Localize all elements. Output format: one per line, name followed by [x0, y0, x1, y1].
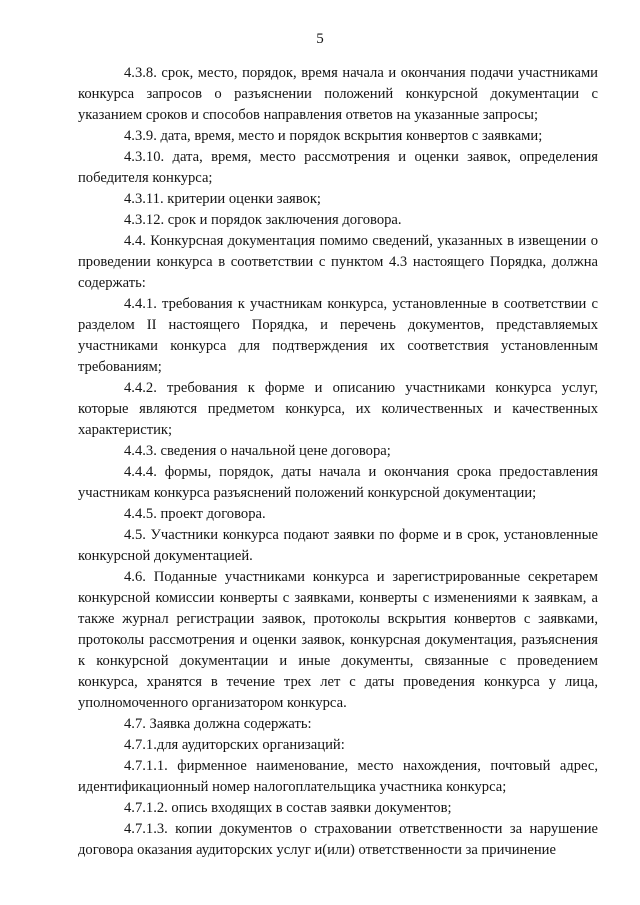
clause-4-7-1-1: 4.7.1.1. фирменное наименование, место нахождения, почтовый адрес, идентификационный номер налогоплательщика участника конкурса;: [78, 758, 598, 795]
clause-4-4-4: 4.4.4. формы, порядок, даты начала и окончания срока предоставления участникам конкурса разъяснений положений конкурсной документации;: [78, 464, 598, 501]
clause-4-7-1: 4.7.1.для аудиторских организаций:: [124, 737, 345, 753]
clause-4-3-8: 4.3.8. срок, место, порядок, время начала и окончания подачи участниками конкурса запросов о разъяснении положений конкурсной документации с указанием сроков и способов направления ответов на указанные запросы;: [78, 65, 598, 123]
clause-4-6: 4.6. Поданные участниками конкурса и зарегистрированные секретарем конкурсной комиссии конверты с заявками, конверты с изменениями к заявкам, а также журнал регистрации заявок, протоколы вскрытия конвертов с заявками, протоколы рассмотрения и оценки заявок, конкурсная документация, разъяснения к конкурсной документации и иные документы, связанные с проведением конкурса, хранятся в течение трех лет с даты проведения конкурса у лица, уполномоченного организатором конкурса.: [78, 569, 598, 711]
clause-4-7: 4.7. Заявка должна содержать:: [124, 716, 312, 732]
clause-4-4-5: 4.4.5. проект договора.: [124, 506, 266, 522]
clause-4-3-9: 4.3.9. дата, время, место и порядок вскрытия конвертов с заявками;: [124, 128, 543, 144]
clause-4-4: 4.4. Конкурсная документация помимо сведений, указанных в извещении о проведении конкурса в соответствии с пунктом 4.3 настоящего Порядка, должна содержать:: [78, 233, 598, 291]
document-body: [78, 63, 598, 861]
clause-4-4-3: 4.4.3. сведения о начальной цене договора;: [124, 443, 391, 459]
clause-4-4-1: 4.4.1. требования к участникам конкурса, установленные в соответствии с разделом II настоящего Порядка, и перечень документов, представляемых участниками конкурса для подтверждения их соответствия установленным требованиям;: [78, 296, 598, 375]
clause-4-3-12: 4.3.12. срок и порядок заключения договора.: [124, 212, 402, 228]
page-number: 5: [316, 31, 324, 47]
clause-4-5: 4.5. Участники конкурса подают заявки по форме и в срок, установленные конкурсной документацией.: [78, 527, 598, 564]
clause-4-4-2: 4.4.2. требования к форме и описанию участниками конкурса услуг, которые являются предметом конкурса, их количественных и качественных характеристик;: [78, 380, 598, 438]
clause-4-3-11: 4.3.11. критерии оценки заявок;: [124, 191, 321, 207]
clause-4-3-10: 4.3.10. дата, время, место рассмотрения и оценки заявок, определения победителя конкурса;: [78, 149, 598, 186]
clause-4-7-1-3: 4.7.1.3. копии документов о страховании ответственности за нарушение договора оказания аудиторских услуг и(или) ответственности за причинение: [78, 821, 598, 858]
clause-4-7-1-2: 4.7.1.2. опись входящих в состав заявки документов;: [124, 800, 452, 816]
